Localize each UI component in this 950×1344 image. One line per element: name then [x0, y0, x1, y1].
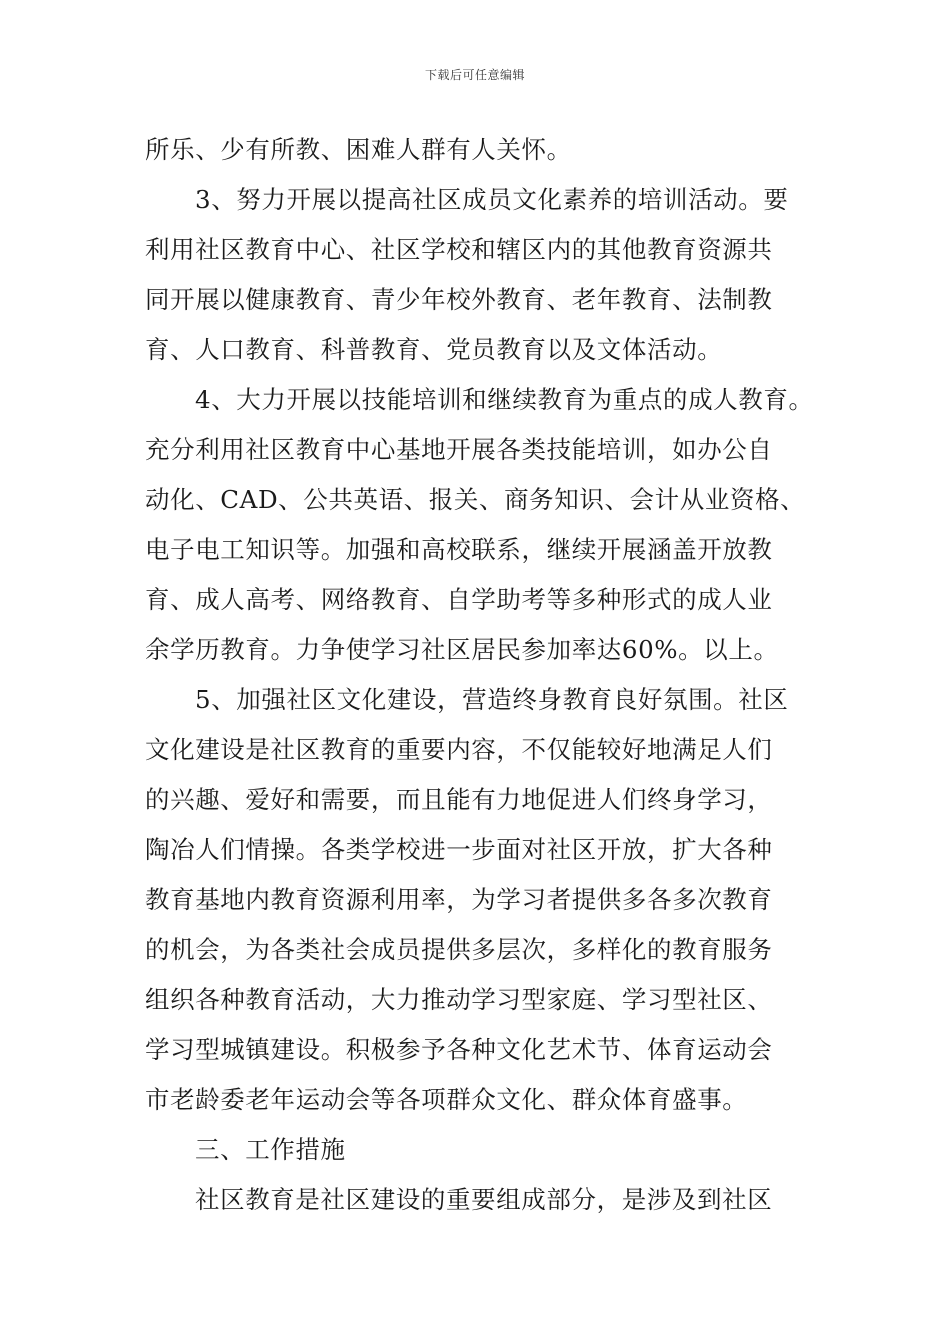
text-line: 育、成人高考、网络教育、自学助考等多种形式的成人业 [145, 585, 773, 614]
text-line: 的兴趣、爱好和需要，而且能有力地促进人们终身学习， [145, 785, 773, 814]
text-line: 育、人口教育、科普教育、党员教育以及文体活动。 [145, 335, 723, 364]
text-line: 的机会，为各类社会成员提供多层次，多样化的教育服务 [145, 935, 773, 964]
text-line: 5、加强社区文化建设，营造终身教育良好氛围。社区 [195, 685, 789, 714]
document-body [145, 125, 825, 1225]
text-line: 学习型城镇建设。积极参予各种文化艺术节、体育运动会 [145, 1035, 773, 1064]
text-line: 教育基地内教育资源利用率，为学习者提供多各多次教育 [145, 885, 773, 914]
text-line: 动化、CAD、公共英语、报关、商务知识、会计从业资格、 [145, 485, 806, 514]
text-line: 市老龄委老年运动会等各项群众文化、群众体育盛事。 [145, 1085, 748, 1114]
text-line: 余学历教育。力争使学习社区居民参加率达60%。以上。 [145, 635, 779, 664]
text-line: 同开展以健康教育、青少年校外教育、老年教育、法制教 [145, 285, 773, 314]
text-line: 4、大力开展以技能培训和继续教育为重点的成人教育。 [195, 385, 814, 414]
text-line: 充分利用社区教育中心基地开展各类技能培训，如办公自 [145, 435, 773, 464]
text-line: 3、努力开展以提高社区成员文化素养的培训活动。要 [195, 185, 789, 214]
section-heading: 三、工作措施 [195, 1135, 346, 1164]
text-line: 所乐、少有所教、困难人群有人关怀。 [145, 135, 572, 164]
text-line: 利用社区教育中心、社区学校和辖区内的其他教育资源共 [145, 235, 773, 264]
text-line: 文化建设是社区教育的重要内容，不仅能较好地满足人们 [145, 735, 773, 764]
page-header: 下载后可任意编辑 [424, 68, 525, 82]
text-line: 陶冶人们情操。各类学校进一步面对社区开放，扩大各种 [145, 835, 773, 864]
text-line: 社区教育是社区建设的重要组成部分，是涉及到社区 [195, 1185, 773, 1214]
text-line: 电子电工知识等。加强和高校联系，继续开展涵盖开放教 [145, 535, 773, 564]
text-line: 组织各种教育活动，大力推动学习型家庭、学习型社区、 [145, 985, 773, 1014]
